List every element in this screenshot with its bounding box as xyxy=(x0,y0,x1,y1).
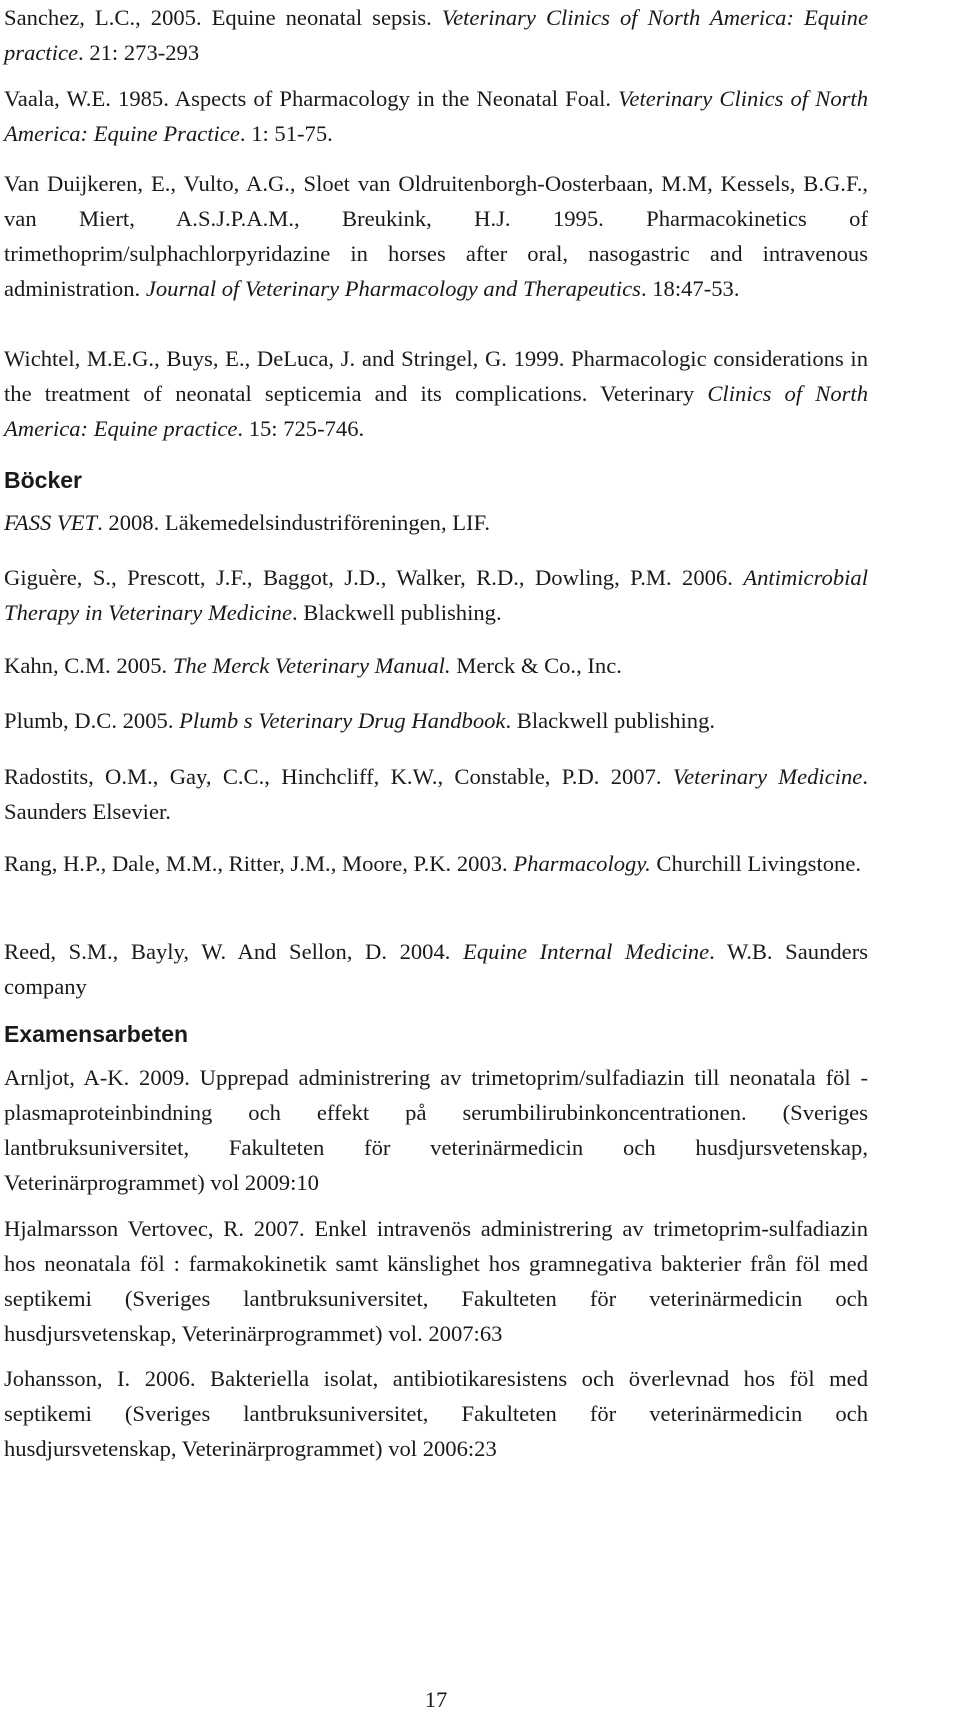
reference-volume: . 15: 725-746. xyxy=(237,416,365,441)
thesis-entry xyxy=(4,1361,868,1466)
book-title: Equine Internal Medicine xyxy=(463,939,710,964)
reference-entry xyxy=(4,0,868,70)
reference-authors: Van Duijkeren, E., Vulto, A.G., Sloet van Oldruitenborgh-Oosterbaan, M.M, Kessels, B.G.F., van Miert, A.S.J.P.A.M., Breukink, H.J. 1995. Pharmacokinetics of trimethoprim/sulphachlorpyridazine in horses after oral, nasogastric and intravenous administration. xyxy=(4,171,868,301)
reference-journal: Veterinary Clinics of North America: Equine practice xyxy=(4,5,868,65)
book-publisher: . Blackwell publishing. xyxy=(505,708,716,733)
reference-authors: Wichtel, M.E.G., Buys, E., DeLuca, J. and Stringel, G. 1999. Pharmacologic considerations in the treatment of neonatal septicemia and its complications. Veterinary xyxy=(4,346,868,406)
book-publisher: Merck & Co., Inc. xyxy=(450,653,622,678)
book-publisher: . Saunders Elsevier. xyxy=(4,764,868,824)
reference-authors: Vaala, W.E. 1985. Aspects of Pharmacology in the Neonatal Foal. xyxy=(4,86,619,111)
book-title: The Merck Veterinary Manual. xyxy=(172,653,451,678)
book-entry xyxy=(4,505,868,540)
reference-journal: Journal of Veterinary Pharmacology and Therapeutics xyxy=(145,276,641,301)
book-entry xyxy=(4,648,868,683)
book-authors: Kahn, C.M. 2005. xyxy=(4,653,173,678)
thesis-text: Arnljot, A-K. 2009. Upprepad administrering av trimetoprim/sulfadiazin till neonatala föl -plasmaproteinbindning och effekt på serumbilirubinkoncentrationen. (Sveriges lantbruksuniversitet, Fakulteten för veterinärmedicin och husdjursvetenskap, Veterinärprogrammet) vol 2009:10 xyxy=(4,1065,868,1195)
thesis-text: Johansson, I. 2006. Bakteriella isolat, antibiotikaresistens och överlevnad hos föl med septikemi (Sveriges lantbruksuniversitet, Fakulteten för veterinärmedicin och husdjursvetenskap, Veterinärprogrammet) vol 2006:23 xyxy=(4,1366,868,1461)
thesis-entry xyxy=(4,1060,868,1200)
theses-heading: Examensarbeten xyxy=(4,1021,189,1047)
thesis-entry xyxy=(4,1211,868,1351)
reference-volume: . 18:47-53. xyxy=(640,276,740,301)
book-publisher: . W.B. Saunders company xyxy=(4,939,869,999)
reference-volume: . 1: 51-75. xyxy=(239,121,333,146)
book-title: Veterinary Medicine xyxy=(672,764,863,789)
book-publisher: . 2008. Läkemedelsindustriföreningen, LIF. xyxy=(97,510,490,535)
book-entry xyxy=(4,934,868,1004)
book-title: Antimicrobial Therapy in Veterinary Medicine xyxy=(4,565,868,625)
reference-journal: Clinics of North America: Equine practice xyxy=(4,381,869,441)
book-authors: Rang, H.P., Dale, M.M., Ritter, J.M., Moore, P.K. 2003. xyxy=(4,851,514,876)
books-heading: Böcker xyxy=(4,467,82,493)
book-title: FASS VET xyxy=(4,510,98,535)
book-entry xyxy=(4,759,868,829)
book-title: Plumb s Veterinary Drug Handbook xyxy=(179,708,506,733)
book-publisher: Churchill Livingstone. xyxy=(650,851,862,876)
book-title: Pharmacology. xyxy=(513,851,651,876)
book-authors: Radostits, O.M., Gay, C.C., Hinchcliff, K.W., Constable, P.D. 2007. xyxy=(4,764,673,789)
book-publisher: . Blackwell publishing. xyxy=(292,600,502,625)
reference-volume: . 21: 273-293 xyxy=(78,40,200,65)
book-entry xyxy=(4,560,868,630)
reference-entry xyxy=(4,166,868,306)
reference-journal: Veterinary Clinics of North America: Equine Practice xyxy=(4,86,868,146)
reference-authors: Sanchez, L.C., 2005. Equine neonatal sepsis. xyxy=(4,5,442,30)
reference-entry xyxy=(4,81,868,151)
book-entry xyxy=(4,703,868,738)
page-number: 17 xyxy=(424,1687,448,1712)
book-authors: Plumb, D.C. 2005. xyxy=(4,708,180,733)
reference-entry xyxy=(4,341,868,446)
thesis-text: Hjalmarsson Vertovec, R. 2007. Enkel intravenös administrering av trimetoprim-sulfadiazin hos neonatala föl : farmakokinetik samt känslighet hos gramnegativa bakterier från föl med septikemi (Sveriges lantbruksuniversitet, Fakulteten för veterinärmedicin och husdjursvetenskap, Veterinärprogrammet) vol. 2007:63 xyxy=(4,1216,868,1346)
book-authors: Reed, S.M., Bayly, W. And Sellon, D. 2004. xyxy=(4,939,464,964)
book-authors: Giguère, S., Prescott, J.F., Baggot, J.D., Walker, R.D., Dowling, P.M. 2006. xyxy=(4,565,744,590)
book-entry xyxy=(4,846,868,881)
